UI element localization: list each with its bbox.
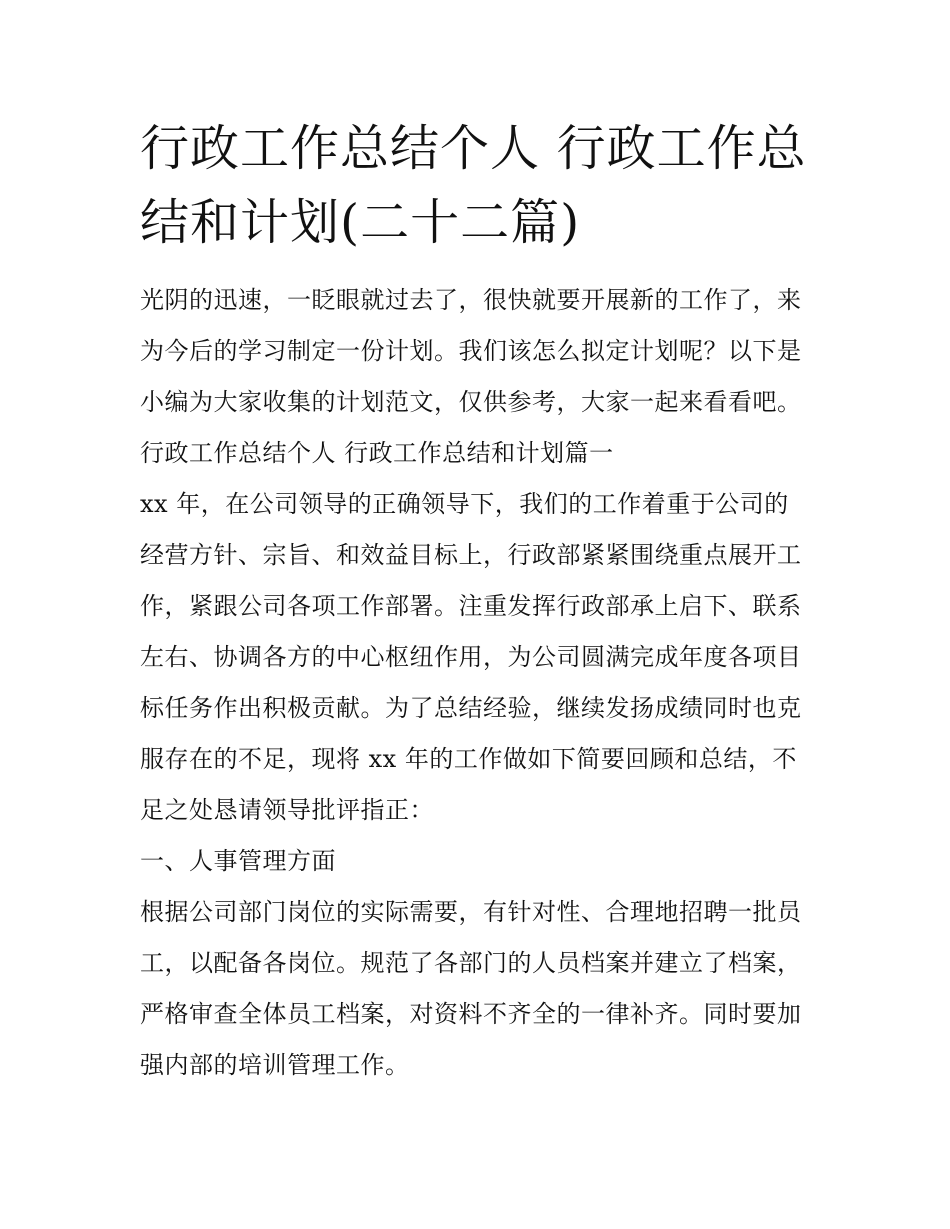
- paragraph-line-4: 左右、协调各方的中心枢纽作用，为公司圆满完成年度各项目: [140, 643, 802, 671]
- paragraph-line-5: 标任务作出积极贡献。为了总结经验，继续发扬成绩同时也克: [140, 694, 802, 722]
- section-heading-hr: 一、人事管理方面: [140, 847, 336, 875]
- paragraph-line-2: 经营方针、宗旨、和效益目标上，行政部紧紧围绕重点展开工: [140, 541, 802, 569]
- intro-line-1: 光阴的迅速，一眨眼就过去了，很快就要开展新的工作了，来: [140, 286, 802, 314]
- paragraph-line-3: 作，紧跟公司各项工作部署。注重发挥行政部承上启下、联系: [140, 592, 802, 620]
- hr-paragraph-line-3: 严格审查全体员工档案，对资料不齐全的一律补齐。同时要加: [140, 1000, 802, 1028]
- hr-paragraph-line-1: 根据公司部门岗位的实际需要，有针对性、合理地招聘一批员: [140, 898, 802, 926]
- paragraph-line-6: 服存在的不足，现将 xx 年的工作做如下简要回顾和总结，不: [140, 745, 797, 773]
- title-line-1: 行政工作总结个人 行政工作总: [140, 120, 807, 177]
- hr-paragraph-line-2: 工，以配备各岗位。规范了各部门的人员档案并建立了档案，: [140, 949, 802, 977]
- title-line-2: 结和计划(二十二篇): [140, 194, 581, 251]
- document-title: [140, 112, 820, 260]
- intro-line-3: 小编为大家收集的计划范文，仅供参考，大家一起来看看吧。: [140, 388, 802, 416]
- paragraph-line-1: xx 年，在公司领导的正确领导下，我们的工作着重于公司的: [140, 490, 789, 518]
- hr-paragraph-line-4: 强内部的培训管理工作。: [140, 1051, 410, 1079]
- intro-line-2: 为今后的学习制定一份计划。我们该怎么拟定计划呢？以下是: [140, 337, 802, 365]
- section-heading-1: 行政工作总结个人 行政工作总结和计划篇一: [140, 439, 614, 467]
- paragraph-line-7: 足之处恳请领导批评指正：: [140, 796, 434, 824]
